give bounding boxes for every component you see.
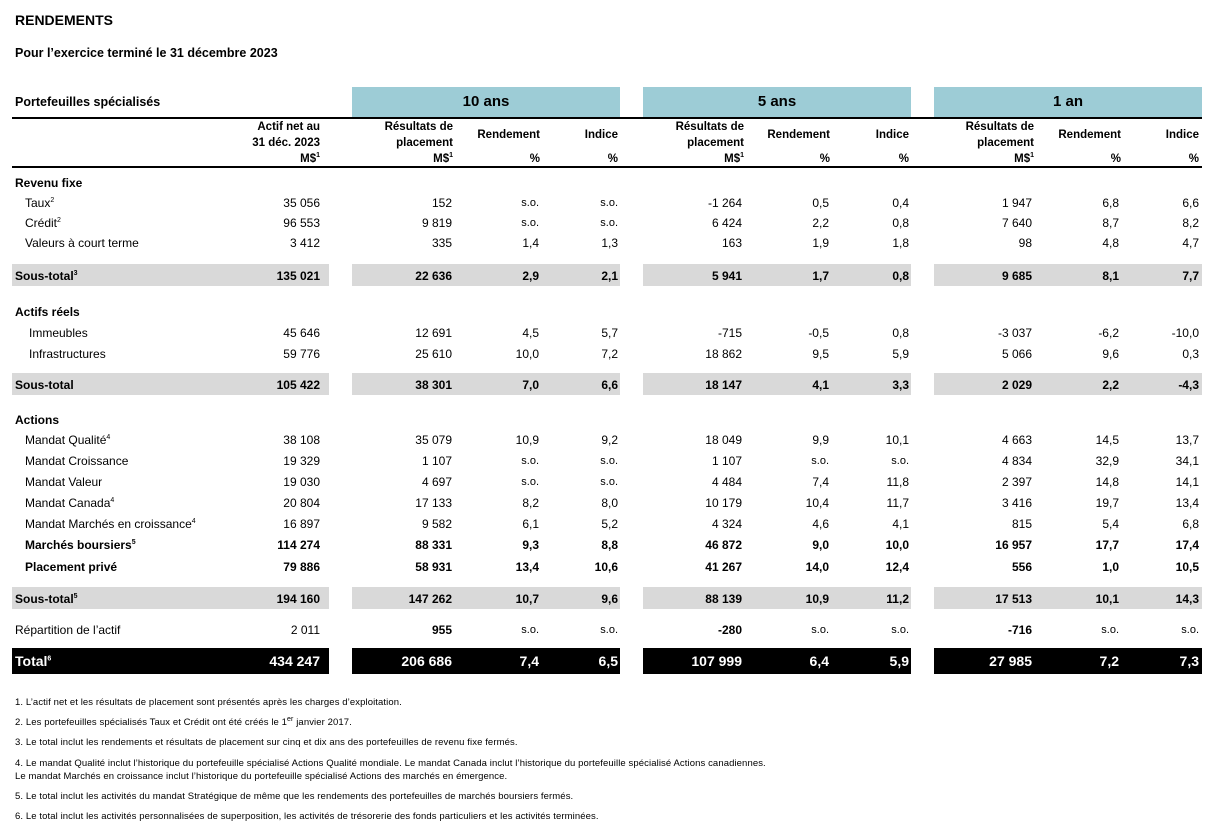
table-cell: 6,6 xyxy=(601,378,618,392)
table-cell: 105 422 xyxy=(276,378,320,392)
table-cell: 4 834 xyxy=(1001,454,1032,468)
table-row-st2 xyxy=(0,375,1220,395)
row-label: Crédit$^2$ xyxy=(25,216,61,230)
table-cell: 2 011 xyxy=(290,623,320,637)
table-cell: s.o. xyxy=(521,197,539,209)
table-row-taux xyxy=(0,193,1220,213)
table-cell: 6,8 xyxy=(1102,196,1119,210)
table-cell: 434 247 xyxy=(269,653,320,669)
table-cell: s.o. xyxy=(521,624,539,636)
table-cell: 10,7 xyxy=(515,592,539,606)
table-cell: 5,4 xyxy=(1102,517,1119,531)
table-cell: 335 xyxy=(431,236,452,250)
table-cell: 8,7 xyxy=(1102,216,1119,230)
table-cell: 58 931 xyxy=(415,560,452,574)
table-cell: 14,1 xyxy=(1175,475,1199,489)
table-cell: -0,5 xyxy=(808,326,829,340)
table-cell: s.o. xyxy=(600,455,618,467)
table-cell: 1,4 xyxy=(522,236,539,250)
table-cell: 2,9 xyxy=(522,269,539,283)
section-revenu-fixe: Revenu fixe xyxy=(15,176,83,190)
table-cell: 4,6 xyxy=(812,517,829,531)
table-cell: 5,9 xyxy=(889,653,909,669)
table-cell: 955 xyxy=(431,623,452,637)
table-cell: 4,1 xyxy=(892,517,909,531)
table-cell: 9 582 xyxy=(421,517,452,531)
table-cell: 25 610 xyxy=(415,347,452,361)
table-cell: 8,0 xyxy=(601,496,618,510)
table-cell: 9 819 xyxy=(421,216,452,230)
table-cell: 2,1 xyxy=(601,269,618,283)
header-resultats1-unit: M\$$^1$ xyxy=(1014,152,1034,165)
table-cell: 17,7 xyxy=(1095,538,1119,552)
table-cell: 194 160 xyxy=(276,592,320,606)
header-pct-ind-5: % xyxy=(898,153,909,165)
table-cell: 1 107 xyxy=(421,454,452,468)
table-cell: 10,4 xyxy=(805,496,829,510)
table-cell: 14,0 xyxy=(805,560,829,574)
table-cell: 2 397 xyxy=(1001,475,1032,489)
header-resultats1-line2: placement xyxy=(977,137,1034,149)
table-cell: 4,7 xyxy=(1182,236,1199,250)
table-cell: 12 691 xyxy=(415,326,452,340)
footnote-1: 1. L’actif net et les résultats de placement sont présentés après les charges d’exploitation. xyxy=(15,697,402,708)
footnote-3: 3. Le total inclut les rendements et résultats de placement sur cinq et dix ans des portefeuilles de revenu fixe fermés. xyxy=(15,737,518,748)
table-cell: 0,4 xyxy=(892,196,909,210)
table-cell: s.o. xyxy=(521,476,539,488)
table-cell: 11,7 xyxy=(886,496,909,510)
table-cell: 14,5 xyxy=(1095,433,1119,447)
portfolios-label: Portefeuilles spécialisés xyxy=(15,95,161,109)
header-resultats-unit: M\$$^1$ xyxy=(433,152,453,165)
table-cell: 163 xyxy=(721,236,742,250)
table-cell: 152 xyxy=(431,196,452,210)
table-cell: 3 416 xyxy=(1001,496,1032,510)
table-cell: 17 513 xyxy=(995,592,1032,606)
row-label: Infrastructures xyxy=(29,347,106,361)
table-cell: 6,6 xyxy=(1182,196,1199,210)
table-cell: s.o. xyxy=(1181,624,1199,636)
table-cell: 5 066 xyxy=(1001,347,1032,361)
row-label: Valeurs à court terme xyxy=(25,236,139,250)
table-cell: 7,7 xyxy=(1182,269,1199,283)
table-cell: 3 412 xyxy=(289,236,320,250)
period-10-ans: 10 ans xyxy=(352,87,620,117)
table-cell: 2 029 xyxy=(1001,378,1032,392)
table-cell: 7,2 xyxy=(601,347,618,361)
table-cell: 4 324 xyxy=(711,517,742,531)
table-cell: 8,1 xyxy=(1102,269,1119,283)
header-actif xyxy=(230,119,320,167)
table-cell: 114 274 xyxy=(277,538,320,552)
table-row-boursiers xyxy=(0,535,1220,555)
table-cell: 10,0 xyxy=(515,347,539,361)
table-cell: 17 133 xyxy=(415,496,452,510)
footnote-4b: Le mandat Marchés en croissance inclut l’historique du portefeuille spécialisé Actions des marchés en émergence. xyxy=(15,771,508,782)
table-cell: s.o. xyxy=(600,476,618,488)
table-cell: 14,8 xyxy=(1095,475,1119,489)
table-cell: 1 947 xyxy=(1001,196,1032,210)
header-pct-ind-1: % xyxy=(1188,153,1199,165)
table-cell: 41 267 xyxy=(705,560,742,574)
header-actif-line2: 31 déc. 2023 xyxy=(252,137,320,149)
table-cell: 88 331 xyxy=(415,538,452,552)
table-cell: 22 636 xyxy=(415,269,452,283)
table-cell: 79 886 xyxy=(283,560,320,574)
table-cell: 45 646 xyxy=(283,326,320,340)
table-cell: 19 030 xyxy=(283,475,320,489)
table-cell: 10,5 xyxy=(1175,560,1199,574)
table-row-qualite xyxy=(0,430,1220,450)
table-cell: 7,2 xyxy=(1099,653,1119,669)
table-cell: 5 941 xyxy=(711,269,742,283)
row-label: Répartition de l’actif xyxy=(15,623,121,637)
table-cell: 35 079 xyxy=(415,433,452,447)
header-resultats1-line1: Résultats de xyxy=(965,121,1034,133)
table-cell: 6,5 xyxy=(598,653,618,669)
header-pct-rend-1: % xyxy=(1110,153,1121,165)
footnote-2: 2. Les portefeuilles spécialisés Taux et Crédit ont été créés le 1er janvier 2017. xyxy=(15,715,352,728)
table-cell: 32,9 xyxy=(1095,454,1119,468)
table-cell: 6 424 xyxy=(711,216,742,230)
table-cell: 5,7 xyxy=(601,326,618,340)
header-pct-rend-10: % xyxy=(529,153,540,165)
table-cell: 6,8 xyxy=(1182,517,1199,531)
table-cell: 0,3 xyxy=(1182,347,1199,361)
table-row-st3 xyxy=(0,589,1220,609)
table-cell: 46 872 xyxy=(705,538,742,552)
header-indice-10: Indice xyxy=(584,129,618,141)
table-row-croissance xyxy=(0,451,1220,471)
table-cell: 11,2 xyxy=(886,592,909,606)
row-label: Total$^6$ xyxy=(15,653,52,669)
row-label: Mandat Canada$^4$ xyxy=(25,496,115,510)
table-cell: 7,0 xyxy=(522,378,539,392)
header-resultats-line1: Résultats de xyxy=(384,121,453,133)
table-cell: 8,2 xyxy=(522,496,539,510)
table-cell: 7 640 xyxy=(1001,216,1032,230)
table-cell: 1,8 xyxy=(892,236,909,250)
row-label: Mandat Valeur xyxy=(25,475,103,489)
table-row-valeur xyxy=(0,472,1220,492)
table-cell: 3,3 xyxy=(892,378,909,392)
table-cell: 16 957 xyxy=(995,538,1032,552)
table-cell: 9 685 xyxy=(1001,269,1032,283)
table-cell: 13,7 xyxy=(1175,433,1199,447)
header-resultats5-unit: M\$$^1$ xyxy=(724,152,744,165)
row-label: Sous-total$^5$ xyxy=(15,592,78,606)
table-cell: 0,5 xyxy=(812,196,829,210)
table-cell: 16 897 xyxy=(283,517,320,531)
table-cell: -716 xyxy=(1007,623,1032,637)
table-cell: 4,5 xyxy=(522,326,539,340)
header-actif-line1: Actif net au xyxy=(257,121,320,133)
table-cell: -3 037 xyxy=(997,326,1032,340)
table-row-court_terme xyxy=(0,233,1220,253)
table-row-emergents xyxy=(0,514,1220,534)
table-cell: 4 697 xyxy=(421,475,452,489)
table-cell: 98 xyxy=(1018,236,1032,250)
table-cell: 4 663 xyxy=(1001,433,1032,447)
header-rendement-1: Rendement xyxy=(1058,129,1121,141)
table-cell: 9,6 xyxy=(601,592,618,606)
table-cell: 1,7 xyxy=(812,269,829,283)
table-cell: 2,2 xyxy=(812,216,829,230)
table-cell: s.o. xyxy=(891,624,909,636)
table-cell: 34,1 xyxy=(1175,454,1199,468)
table-cell: 5,2 xyxy=(601,517,618,531)
table-cell: 18 049 xyxy=(705,433,742,447)
table-row-st1 xyxy=(0,266,1220,286)
table-cell: 12,4 xyxy=(885,560,909,574)
table-row-infra xyxy=(0,344,1220,364)
period-5-ans: 5 ans xyxy=(643,87,911,117)
table-cell: 10,1 xyxy=(885,433,909,447)
table-cell: 9,3 xyxy=(522,538,539,552)
table-cell: s.o. xyxy=(600,197,618,209)
table-row-prive xyxy=(0,557,1220,577)
table-cell: 13,4 xyxy=(1175,496,1199,510)
table-cell: 38 301 xyxy=(415,378,452,392)
table-cell: 4,1 xyxy=(812,378,829,392)
table-cell: 0,8 xyxy=(892,326,909,340)
table-cell: 10 179 xyxy=(705,496,742,510)
table-cell: 7,4 xyxy=(812,475,829,489)
table-cell: -280 xyxy=(717,623,742,637)
table-cell: 7,4 xyxy=(519,653,539,669)
table-cell: 1,9 xyxy=(812,236,829,250)
table-cell: s.o. xyxy=(600,217,618,229)
table-cell: 9,0 xyxy=(812,538,829,552)
table-cell: 6,1 xyxy=(522,517,539,531)
table-cell: 59 776 xyxy=(283,347,320,361)
header-bottom-rule xyxy=(12,166,1202,168)
header-resultats-10 xyxy=(350,119,453,167)
table-cell: -715 xyxy=(717,326,742,340)
row-label: Taux$^2$ xyxy=(25,196,55,210)
table-cell: 8,8 xyxy=(601,538,618,552)
table-row-repartition xyxy=(0,620,1220,640)
table-cell: 2,2 xyxy=(1102,378,1119,392)
table-cell: 20 804 xyxy=(283,496,320,510)
table-cell: 18 147 xyxy=(705,378,742,392)
row-label: Mandat Marchés en croissance$^4$ xyxy=(25,517,196,531)
table-cell: 10,0 xyxy=(885,538,909,552)
period-1-an: 1 an xyxy=(934,87,1202,117)
header-indice-1: Indice xyxy=(1165,129,1199,141)
table-cell: 38 108 xyxy=(283,433,320,447)
header-resultats-1 xyxy=(931,119,1034,167)
header-resultats5-line2: placement xyxy=(687,137,744,149)
table-cell: 11,8 xyxy=(886,475,909,489)
row-label: Sous-total$^3$ xyxy=(15,269,78,283)
table-cell: -10,0 xyxy=(1171,326,1199,340)
table-cell: 9,5 xyxy=(812,347,829,361)
table-cell: 13,4 xyxy=(515,560,539,574)
row-label: Placement privé xyxy=(25,560,118,574)
header-indice-5: Indice xyxy=(875,129,909,141)
footnote-4: 4. Le mandat Qualité inclut l’historique du portefeuille spécialisé Actions Qualité mondiale. Le mandat Canada inclut l’historique du portefeuille spécialisé Actions canadiennes. xyxy=(15,758,766,769)
row-label: Marchés boursiers$^5$ xyxy=(25,538,136,552)
report-subtitle: Pour l’exercice terminé le 31 décembre 2023 xyxy=(15,46,278,60)
header-resultats-line2: placement xyxy=(396,137,453,149)
table-cell: s.o. xyxy=(891,455,909,467)
table-cell: 4 484 xyxy=(711,475,742,489)
table-cell: 9,9 xyxy=(812,433,829,447)
header-rendement-10: Rendement xyxy=(477,129,540,141)
report-title: RENDEMENTS xyxy=(15,12,114,28)
table-cell: 27 985 xyxy=(989,653,1032,669)
table-cell: 9,6 xyxy=(1102,347,1119,361)
table-cell: 1,3 xyxy=(601,236,618,250)
table-cell: 6,4 xyxy=(809,653,829,669)
table-cell: 10,9 xyxy=(515,433,539,447)
table-cell: 556 xyxy=(1011,560,1032,574)
header-rendement-5: Rendement xyxy=(767,129,830,141)
row-label: Mandat Croissance xyxy=(25,454,129,468)
table-cell: s.o. xyxy=(521,217,539,229)
table-cell: 19 329 xyxy=(283,454,320,468)
table-cell: 14,3 xyxy=(1175,592,1199,606)
section-actifs-reels: Actifs réels xyxy=(15,305,80,319)
footnote-5: 5. Le total inclut les activités du mandat Stratégique de même que les rendements des portefeuilles de marchés boursiers fermés. xyxy=(15,791,574,802)
table-cell: 0,8 xyxy=(892,216,909,230)
table-cell: 10,9 xyxy=(805,592,829,606)
section-actions: Actions xyxy=(15,413,60,427)
header-pct-ind-10: % xyxy=(607,153,618,165)
row-label: Sous-total xyxy=(15,378,74,392)
footnote-6: 6. Le total inclut les activités personnalisées de superposition, les activités de trésorerie des fonds particuliers et les activités terminées. xyxy=(15,811,599,822)
table-cell: 1 107 xyxy=(711,454,742,468)
table-row-total xyxy=(0,651,1220,671)
row-label: Immeubles xyxy=(29,326,88,340)
table-cell: 147 262 xyxy=(408,592,452,606)
table-cell: 17,4 xyxy=(1175,538,1199,552)
table-cell: 35 056 xyxy=(283,196,320,210)
table-cell: s.o. xyxy=(521,455,539,467)
table-cell: 8,2 xyxy=(1182,216,1199,230)
table-cell: 0,8 xyxy=(892,269,909,283)
header-pct-rend-5: % xyxy=(819,153,830,165)
table-cell: 1,0 xyxy=(1102,560,1119,574)
table-cell: 88 139 xyxy=(705,592,742,606)
table-cell: -4,3 xyxy=(1178,378,1199,392)
row-label: Mandat Qualité$^4$ xyxy=(25,433,111,447)
header-resultats5-line1: Résultats de xyxy=(675,121,744,133)
table-cell: 135 021 xyxy=(276,269,320,283)
table-cell: 107 999 xyxy=(691,653,742,669)
table-cell: 7,3 xyxy=(1179,653,1199,669)
table-row-credit xyxy=(0,213,1220,233)
table-cell: 96 553 xyxy=(283,216,320,230)
table-cell: 206 686 xyxy=(401,653,452,669)
table-cell: 10,1 xyxy=(1095,592,1119,606)
table-cell: 9,2 xyxy=(601,433,618,447)
table-cell: s.o. xyxy=(1101,624,1119,636)
table-cell: s.o. xyxy=(600,624,618,636)
table-cell: 4,8 xyxy=(1102,236,1119,250)
table-cell: 18 862 xyxy=(705,347,742,361)
table-row-canada xyxy=(0,493,1220,513)
table-cell: s.o. xyxy=(811,624,829,636)
table-cell: -6,2 xyxy=(1098,326,1119,340)
table-cell: 19,7 xyxy=(1095,496,1119,510)
table-cell: 815 xyxy=(1011,517,1032,531)
table-cell: -1 264 xyxy=(707,196,742,210)
table-cell: s.o. xyxy=(811,455,829,467)
table-cell: 10,6 xyxy=(594,560,618,574)
header-actif-unit: M\$$^1$ xyxy=(300,152,320,165)
table-cell: 5,9 xyxy=(892,347,909,361)
header-resultats-5 xyxy=(641,119,744,167)
table-row-immeubles xyxy=(0,323,1220,343)
